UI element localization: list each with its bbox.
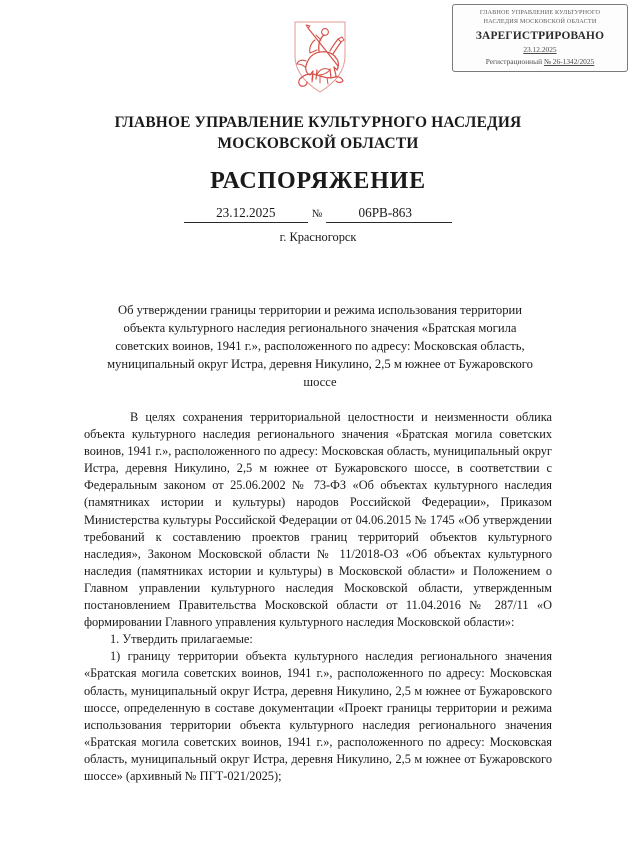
- stamp-organization-line-2: НАСЛЕДИЯ МОСКОВСКОЙ ОБЛАСТИ: [483, 17, 597, 25]
- coat-of-arms-icon: [289, 14, 351, 98]
- stamp-organization: [456, 9, 624, 27]
- stamp-date: 23.12.2025: [523, 44, 557, 54]
- document-subject: Об утверждении границы территории и режима использования территории объекта культурного наследия регионального значения «Братская могила советских воинов, 1941 г.», расположенного по адресу: Московская область, муниципальный округ Истра, деревня Никулино, 2,5 м южнее от Бужаровского шоссе: [107, 303, 533, 389]
- body-item-1-1: 1) границу территории объекта культурного наследия регионального значения «Братская могила советских воинов, 1941 г.», расположенного по адресу: Московская область, муниципальный округ Истра, деревня Никулино, 2,5 м южнее от Бужаровского шоссе, определенную в составе документации «Проект границы территории и режима использования территории объекта культурного наследия регионального значения «Братская могила советских воинов, 1941 г.», расположенного по адресу: Московская область, муниципальный округ Истра, деревня Никулино, 2,5 м южнее от Бужаровского шоссе» (архивный № ПГТ-021/2025);: [84, 649, 552, 783]
- body-paragraph-preamble: В целях сохранения территориальной целостности и неизменности облика объекта культурного наследия регионального значения «Братская могила советских воинов, 1941 г.», расположенного по адресу: Московская область, муниципальный округ Истра, деревня Никулино, 2,5 м южнее от Бужаровского шоссе, в соответствии с Федеральным законом от 25.06.2002 № 73-ФЗ «Об объектах культурного наследия (памятниках истории и культуры) народов Российской Федерации», Приказом Министерства культуры Российской Федерации от 04.06.2015 № 1745 «Об утверждении требований к составлению проектов границ территорий объектов культурного наследия», Законом Московской области № 11/2018-ОЗ «Об объектах культурного наследия (памятниках истории и культуры) в Московской области» и Положением о Главном управлении культурного наследия Московской области, утвержденным постановлением Правительства Московской области от 11.04.2016 № 287/11 «О формировании Главного управления культурного наследия Московской области»:: [84, 410, 552, 630]
- stamp-registration-value: № 26-1342/2025: [543, 56, 595, 66]
- page-title: ГЛАВНОЕ УПРАВЛЕНИЕ КУЛЬТУРНОГО НАСЛЕДИЯ МОСКОВСКОЙ ОБЛАСТИ: [114, 114, 522, 152]
- stamp-registration-label: Регистрационный: [485, 56, 543, 66]
- stamp-registration-number: [456, 57, 624, 66]
- stamp-organization-line-1: ГЛАВНОЕ УПРАВЛЕНИЕ КУЛЬТУРНОГО: [479, 9, 601, 16]
- stamp-status: ЗАРЕГИСТРИРОВАНО: [475, 29, 605, 42]
- document-type-title: РАСПОРЯЖЕНИЕ: [210, 168, 426, 194]
- date-and-number-line: [58, 205, 578, 223]
- number-sign-label: №: [311, 208, 323, 220]
- registration-stamp: [452, 4, 628, 72]
- body-item-1: 1. Утвердить прилагаемые:: [110, 632, 253, 647]
- document-body: [84, 409, 552, 785]
- document-date: 23.12.2025: [184, 205, 308, 223]
- document-number: 06РВ-863: [326, 205, 452, 223]
- document-city: г. Красногорск: [279, 230, 357, 244]
